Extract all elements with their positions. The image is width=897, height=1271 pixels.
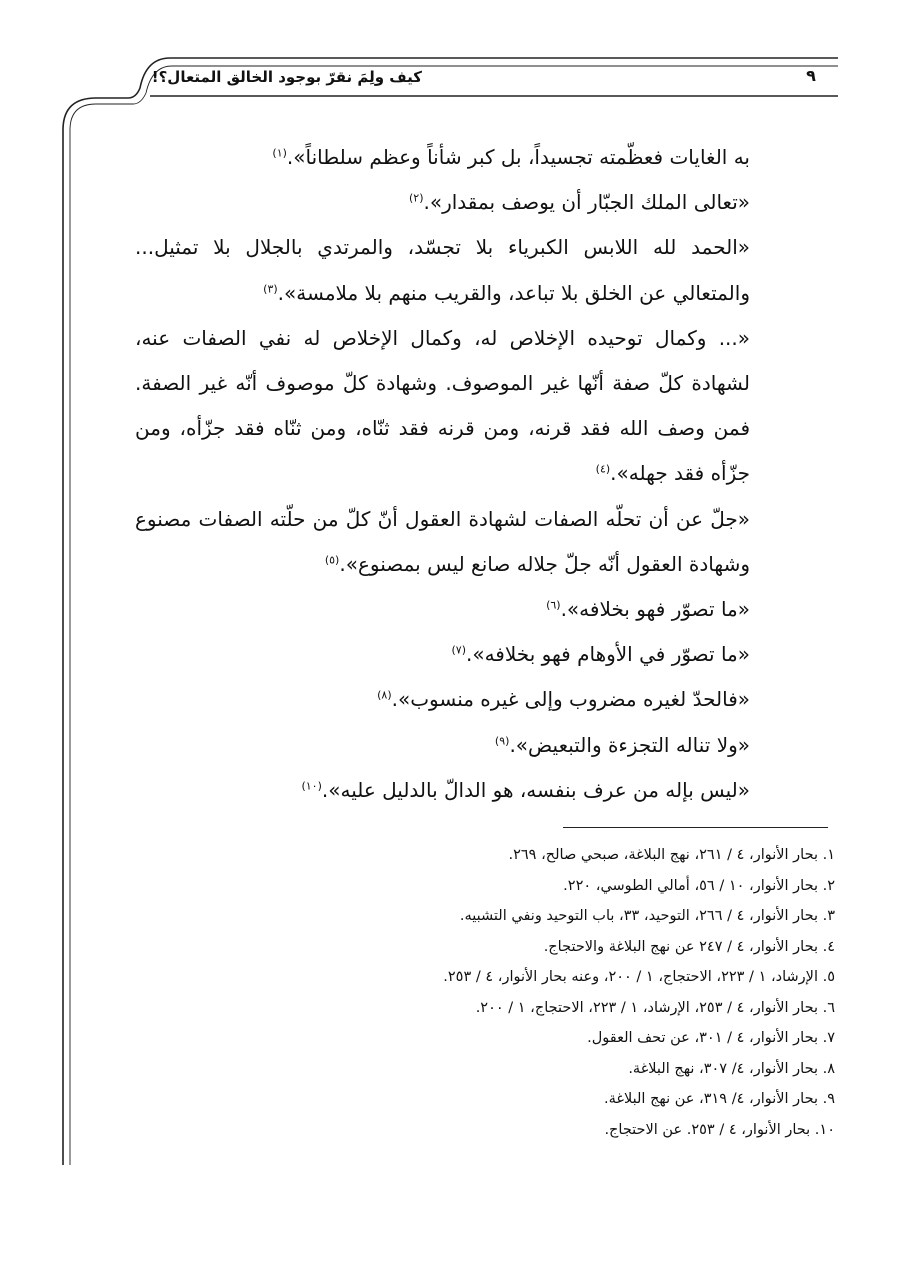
footnote-ref[interactable]: (٧): [451, 643, 466, 657]
footnote-item: ١٠. بحار الأنوار، ٤ / ٢٥٣. عن الاحتجاج.: [604, 1121, 835, 1138]
footnote-item: ٤. بحار الأنوار، ٤ / ٢٤٧ عن نهج البلاغة والاحتجاج.: [543, 938, 835, 955]
footnote-item: ٢. بحار الأنوار، ١٠ / ٥٦، أمالي الطوسي، ٢٢٠.: [563, 877, 835, 894]
quote-paragraph: به الغايات فعظّمته تجسيداً، بل كبر شأناً وعظم سلطاناً».$^{(١)}$: [272, 145, 750, 169]
quote-paragraph: «ما تصوّر فهو بخلافه».$^{(٦)}$: [546, 597, 750, 622]
footnote-ref[interactable]: (٣): [263, 281, 278, 295]
footnote-item: ٧. بحار الأنوار، ٤ / ٣٠١، عن تحف العقول.: [587, 1030, 835, 1046]
footnote-item: ٣. بحار الأنوار، ٤ / ٢٦٦، التوحيد، ٣٣، باب التوحيد ونفي التشبيه.: [459, 908, 835, 924]
page-number: ٩: [806, 66, 816, 85]
quote-paragraph: «ليس بإله من عرف بنفسه، هو الدالّ بالدليل عليه».$^{(١٠)}$: [301, 777, 750, 802]
footnote-ref[interactable]: (٢): [408, 191, 424, 205]
footnote-ref[interactable]: (٤): [595, 462, 611, 476]
footnote-ref[interactable]: (٩): [494, 733, 510, 747]
footnote-item: ٩. بحار الأنوار، ٤/ ٣١٩، عن نهج البلاغة.: [604, 1091, 835, 1107]
footnote-item: ٨. بحار الأنوار، ٤/ ٣٠٧، نهج البلاغة.: [628, 1060, 835, 1077]
quote-paragraph: «جلّ عن أن تحلّه الصفات لشهادة العقول أنّ كلّ من حلّته الصفات مصنوع وشهادة العقول أنّه جلّ جلاله صانع ليس بمصنوع».$^{(٥)}$: [135, 506, 750, 576]
footnote-item: ٥. الإرشاد، ١ / ٢٢٣، الاحتجاج، ١ / ٢٠٠، وعنه بحار الأنوار، ٤ / ٢٥٣.: [443, 969, 835, 985]
footnote-ref[interactable]: (١٠): [301, 779, 322, 793]
quote-paragraph: «تعالى الملك الجبّار أن يوصف بمقدار».$^{(٢)}$: [408, 190, 750, 215]
footnote-ref[interactable]: (٨): [377, 688, 392, 702]
quote-paragraph: «ولا تناله التجزءة والتبعيض».$^{(٩)}$: [494, 732, 750, 757]
main-text: [135, 135, 750, 813]
footnote-ref[interactable]: (٥): [324, 553, 340, 567]
quote-paragraph: «الحمد لله اللابس الكبرياء بلا تجسّد، والمرتدي بالجلال بلا تمثيل... والمتعالي عن الخلق بلا تباعد، والقريب منهم بلا ملامسة».$^{(٣)}$: [135, 235, 750, 305]
footnote-item: ٦. بحار الأنوار، ٤ / ٢٥٣، الإرشاد، ١ / ٢٢٣، الاحتجاج، ١ / ٢٠٠.: [475, 999, 835, 1016]
quote-paragraph: «فالحدّ لغيره مضروب وإلى غيره منسوب».$^{(٨)}$: [377, 687, 750, 712]
footnote-separator: [563, 827, 828, 828]
quote-paragraph: «ما تصوّر في الأوهام فهو بخلافه».$^{(٧)}$: [451, 642, 750, 667]
footnote-ref[interactable]: (١): [272, 146, 287, 160]
quote-paragraph: «... وكمال توحيده الإخلاص له، وكمال الإخلاص له نفي الصفات عنه، لشهادة كلّ صفة أنّها غير الموصوف. وشهادة كلّ موصوف أنّه غير الصفة. فمن وصف الله فقد قرنه، ومن قرنه فقد ثنّاه، ومن ثنّاه فقد جزّأه، ومن جزّأه فقد جهله».$^{(٤)}$: [135, 325, 750, 486]
footnotes-list: [330, 840, 835, 1145]
footnote-ref[interactable]: (٦): [546, 598, 561, 612]
running-header-title: كيف ولِمَ نقرّ بوجود الخالق المتعال؟!: [151, 68, 422, 86]
footnote-item: ١. بحار الأنوار، ٤ / ٢٦١، نهج البلاغة، صبحي صالح، ٢٦٩.: [508, 847, 835, 863]
